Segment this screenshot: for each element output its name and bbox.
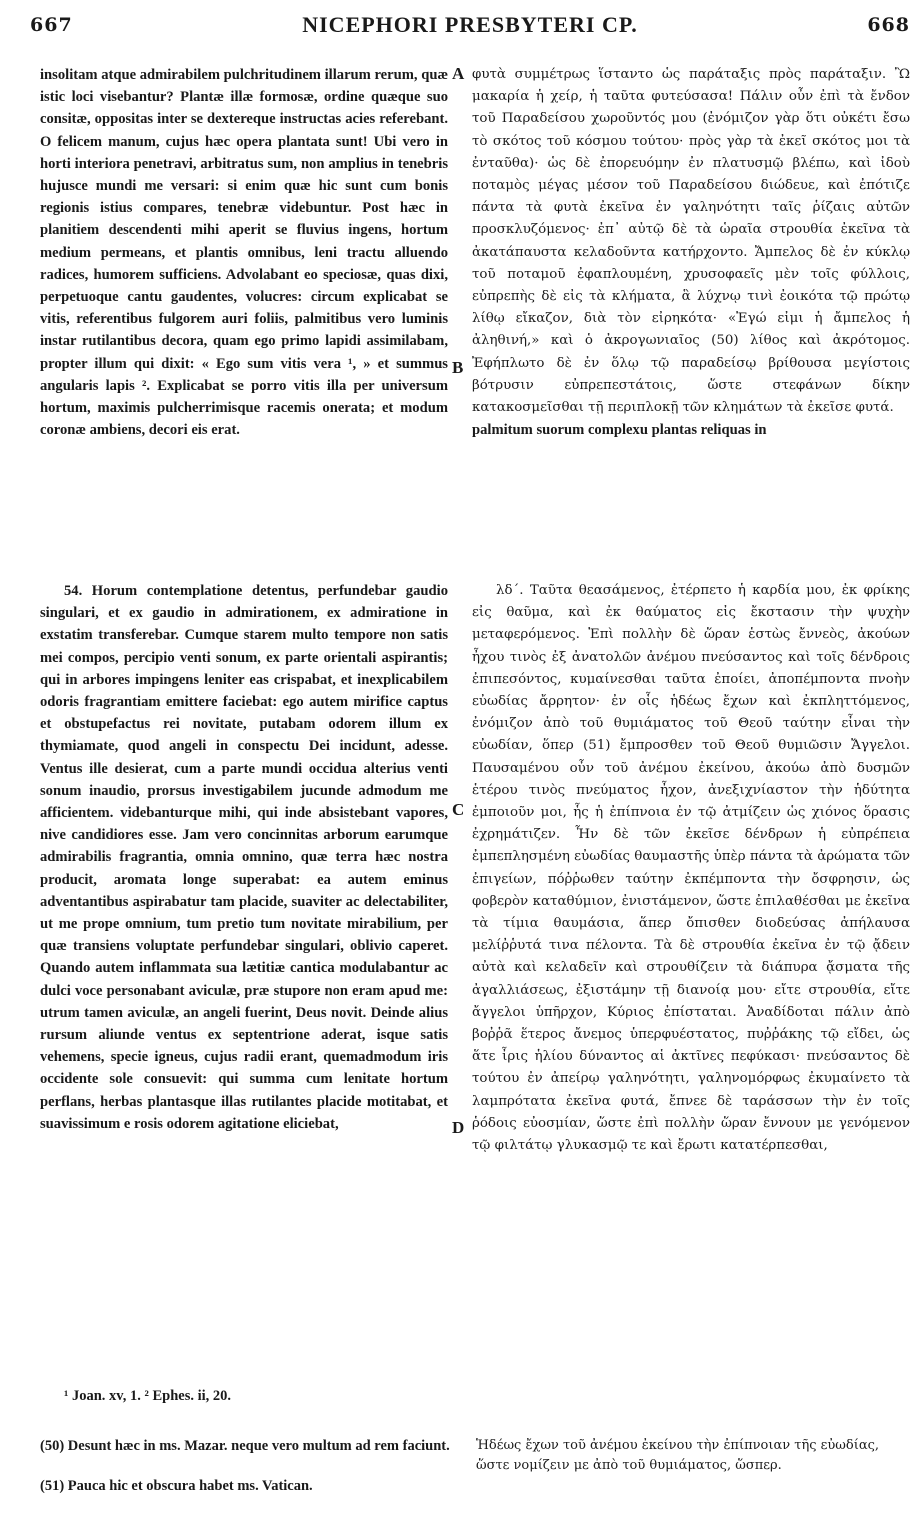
page-number-right: 668 [867, 14, 910, 36]
greek-paragraph-34: λδ΄. Ταῦτα θεασάμενος, ἐτέρπετο ἡ καρδία μου, ἐκ φρίκης εἰς θαῦμα, καὶ ἐκ θαύματος εἰς ἔκστασιν τὴν ψυχὴν μεταφερόμενος. Ἐπὶ πολλὴν δὲ ὥραν ἑστὼς ἔννεὸς, ἀκούων ἦχου τινὸς ἐξ ἀνατολῶν ἀνέμου πνεύσαντος καὶ τοῖς δένδροις ἐπιπεσόντος, κυμαίνεσθαι ταῦτα ἐποίει, ἀποπέμποντα πνοὴν εὐωδίας ἄρρητον· ἐν οἷς ἡδέως ἔχων καὶ ἐκπληττόμενος, ἐνόμιζον ἀπὸ τοῦ θυμιάματος τοῦ Θεοῦ ταύτην εἶναι τὴν εὐωδίαν, ὅπερ (51) ἔμπροσθεν τοῦ Θεοῦ θυμιῶσιν Ἄγγελοι. Παυσαμένου οὖν τοῦ ἀνέμου ἐκείνου, ἀκούω ἀπὸ δυσμῶν ἑτέρου τινὸς πνεύματος ἦχον, ἀνεξιχνίαστον τὴν ἡδύτητα ἐμποιοῦν μοι, ἧς ἡ ἐπίπνοια ἐν τῷ ἀτμίζειν ὡς χιόνος ὅρασις ἐχρημάτιζεν. Ἦν δὲ τῶν ἐκεῖσε δένδρων ἡ εὐπρέπεια ἐμπεπλησμένη εὐωδίας θαυμαστῆς ὑπὲρ πάντα τὰ ἀρώματα τῶν ἐπιγείων, πόῤῥωθεν ταύτην ἐκπέμποντα τὴν ὄσφρησιν, ὡς φοβερὸν καταθύμιον, ἐνιστάμενον, ὥστε ἐπιλαθέσθαι με ἐκεῖνα τὰ τίμια θαυμάσια, ἅπερ ὄπισθεν διοδεύσας ἀπήλαυσα μελίῤῥυτά τινα πέλοντα. Τὰ δὲ στρουθία ἐκεῖνα ἐν τῷ ᾄδειν αὐτὰ καὶ κελαδεῖν καὶ στρουθίζειν τὰ διάπυρα ᾄσματα τῆς ἀγαλλιάσεως, ἐξιστάμην τῇ διανοίᾳ μου· εἴτε στρουθία, εἴτε ἄγγελοι ὑπῆρχον, Κύριος ἐπίσταται. Ἀναδίδοται πάλιν ἀπὸ βοῤῥᾶ ἕτερος ἄνεμος ὑπερφυέστατος, πυῤῥάκης τῷ εἴδει, ὡς ἅτε ἶρις ἡλίου δύναντος αἱ ἀκτῖνες πεφύκασι· πνεύσαντος δὲ τούτου ἐν ἀπείρῳ γαληνότητι, γαληνομόρφως ἐκυμαίνετο τὰ λαμπρότατα ἐκεῖνα φυτά, ἔπνεε δὲ ταράσσων τὴν ἐν τοῖς ῥόδοις εὐοσμίαν, ὥστε ἐπὶ πολλὴν ὥραν ἔννουν με γενόμενον τῷ φιλτάτῳ γλυκασμῷ τε καὶ ἔρωτι κατατέρπεσθαι, [472, 583, 910, 1154]
margin-marker-a: A [452, 64, 465, 83]
margin-marker-c: C [452, 800, 465, 819]
scripture-references: ¹ Joan. xv, 1. ² Ephes. ii, 20. [64, 1388, 232, 1404]
greek-paragraph: φυτὰ συμμέτρως ἵσταντο ὡς παράταξις πρὸς παράταξιν. Ὢ μακαρία ἡ χείρ, ἡ ταῦτα φυτεύσασα! Πάλιν οὖν ἐπὶ τὰ ἔνδον τοῦ Παραδείσου χωροῦντός μου (ἐνόμιζον γὰρ ὅτι οὐκέτι ἔσω τὸ σκότος τοῦ κόσμου τούτου· πρὸς γὰρ τὰ ἐκεῖ σκότος μοι τὰ ἐνταῦθα)· ὡς δὲ ἐπορευόμην ἐν πλατυσμῷ βλέπω, καὶ ἰδοὺ ποταμὸς μέγας μέσον τοῦ Παραδείσου διώδευε, καὶ ἐπότιζε πάντα τὰ φυτὰ ἐκεῖνα ἐν γαληνότητι ταῖς ῥίζαις αὐτῶν προσκλυζόμενος· ἐπ᾽ αὐτῷ δὲ τὰ ὡραῖα στρουθία ἐκεῖνα τὰ ἀκατάπαυστα κελαδοῦντα κατήρχοντο. Ἄμπελος δὲ ἐν κύκλῳ τοῦ ποταμοῦ ἐφαπλουμένη, χρυσοφαεῖς μὲν τοῖς φύλλοις, εὐπρεπὴς δὲ εἰς τὰ κλήματα, ἃ λύχνῳ τινὶ ἐοικότα τῷ πρώτῳ λίθῳ εἴκαζον, διὰ τὸν εἰρηκότα· «Ἐγώ εἰμι ἡ ἄμπελος ἡ ἀληθινή,» καὶ ὁ ἀκρογωνιαῖος (50) λίθος καὶ ἀκρότομος. Ἐφήπλωτο δὲ ἐν ὅλῳ τῷ παραδείσῳ βρίθουσα μεγίστοις βότρυσιν εὐπρεπεστάτοις, ὥστε στεφάνων δίκην κατακοσμεῖσθαι τῇ περιπλοκῇ τῶν κλημάτων τὰ ἐκεῖσε φυτά. [472, 67, 910, 416]
latin-column-top [40, 64, 448, 441]
greek-footnote: Ἡδέως ἔχων τοῦ ἀνέμου ἐκείνου τὴν ἐπίπνοιαν τῆς εὐωδίας, ὥστε νομίζειν με ἀπὸ τοῦ θυμιάματος, ὥσπερ. [476, 1438, 880, 1473]
greek-column-latin-tail: palmitum suorum complexu plantas reliquas in [472, 422, 767, 439]
latin-paragraph-54: 54. Horum contemplatione detentus, perfundebar gaudio singulari, et ex gaudio in admirationem, ex admiratione in exstatim transferebar. Cumque starem multo tempore non satis mei compos, percipio venti sonum, ex parte orientali aspirantis; qui in arbores impingens leniter eas crispabat, et inexplicabilem odoris fragrantiam emittere faciebat: ego autem mirifice captus et obstupefactus rei novitate, putabam odorem illum ex thymiamate, quod angeli in conspectu Dei incidunt, adesse. Ventus ille desierat, cum a parte mundi occidua alterius venti sonum inaudio, prorsus investigabilem jucunde admodum me afficientem. videbanturque mihi, qui inde absistebant vapores, nive candidiores esse. Jam vero concinnitas arborum earumque admirabilis fragrantia, omnia omnino, quæ terra hæc nostra producit, aromata longe superabat: ea autem eminus adventantibus aspirabatur tam placide, suaviter ac delectabiliter, ut me prope omnium, tum pretio tum novitate mirabilium, per quæ transiens voluptate perfundebar singulari, oblivio caperet. Quando autem inflammata sua lætitiæ cantica modulabantur ac dulci voce personabant aviculæ, præ stupore non eram apud me: utrum tamen aviculæ, an angeli fuerint, Deus novit. Deinde alius rursum aliunde ventus ex septentrione aderat, isque satis vehemens, specie igneus, cujus radii erant, quemadmodum iris occidente sole consuevit: qui summa cum lenitate hortum perflans, herbas plantasque illas rutilantes placide motitabat, et suavissimum e rosis odorem agitatione eliciebat, [40, 583, 448, 1132]
greek-column-top [472, 64, 910, 441]
running-header [30, 10, 910, 42]
footnote-50: (50) Desunt hæc in ms. Mazar. neque vero multum ad rem faciunt. [40, 1438, 450, 1454]
latin-column-bottom [40, 580, 448, 1135]
margin-marker-d: D [452, 1118, 465, 1137]
running-title: NICEPHORI PRESBYTERI CP. [302, 12, 638, 37]
page-number-left: 667 [30, 14, 73, 36]
latin-paragraph: insolitam atque admirabilem pulchritudinem illarum rerum, quæ istic loci visebantur? Plantæ illæ formosæ, ordine quæque suo consitæ, oppositas inter se dextereque instructas acies referebant. O felicem manum, cujus hæc opera plantata sunt! Ubi vero in horti interiora penetravi, arbitratus sum, non amplius in tenebris hujusce mundi me versari: si enim quæ hic sunt cum bonis regionis istius compares, tenebræ videbuntur. Post hæc in planitiem descendenti mihi aperit se fluvius ingens, hortum medium permeans, et plantis omnibus, leni tractu alluendo radices, humorem sufficiens. Advolabant eo speciosæ, quas dixi, perpetuoque cantu gaudentes, volucres: circum explicabat se vitis, referentibus fulgorem auri foliis, palmitibus vero luminis instar rutilantibus decora, quam ego primo lapidi assimilabam, propter illum qui dixit: « Ego sum vitis vera ¹, » et summus angularis lapis ². Explicabat se porro vitis illa per universum hortum, maximis pulcherrimisque racemis onerata; et modum coronæ ambiens, decori eis erat. [40, 67, 448, 439]
footnote-51: (51) Pauca hic et obscura habet ms. Vatican. [40, 1478, 313, 1494]
margin-marker-b: B [452, 358, 464, 377]
greek-column-bottom [472, 580, 910, 1157]
